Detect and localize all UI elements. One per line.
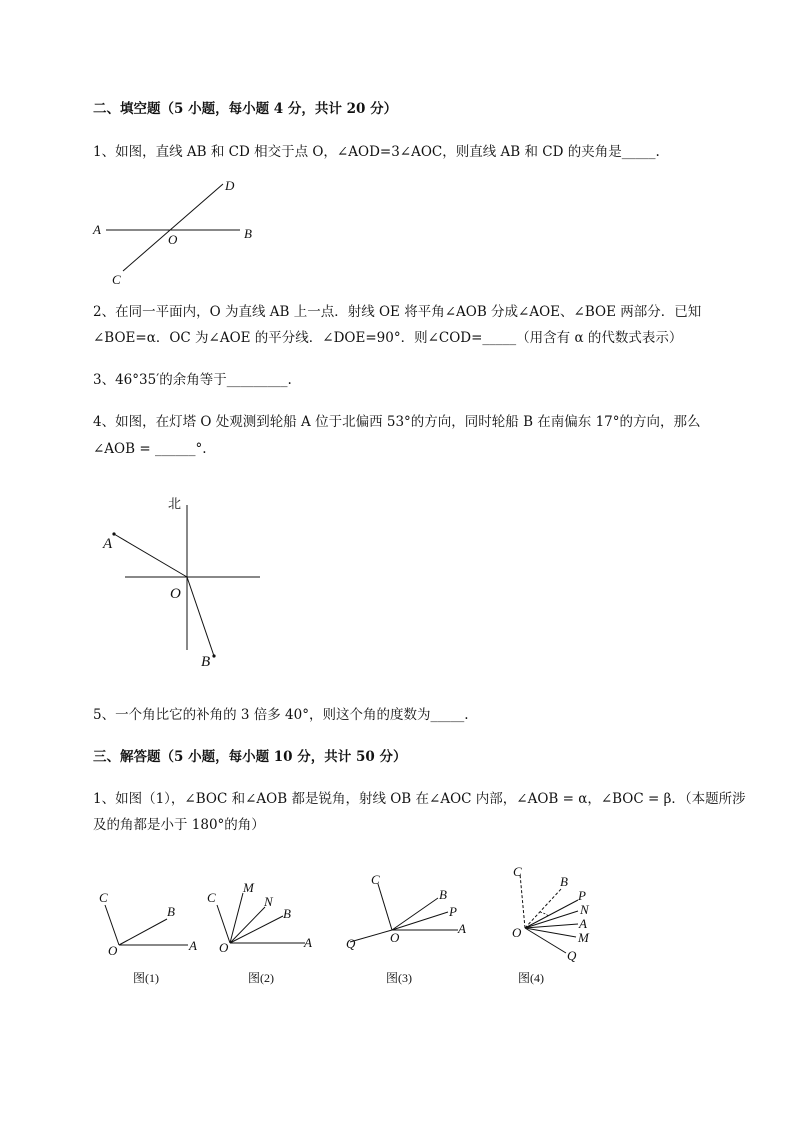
label-b: B (167, 904, 175, 919)
label-o: O (390, 930, 400, 945)
label-a: A (189, 938, 197, 953)
label-c: C (207, 890, 216, 905)
ray-oa (114, 534, 187, 577)
label-m: M (243, 880, 254, 895)
ray-om (230, 893, 243, 943)
question-2-2-line1: 2、在同一平面内，O 为直线 AB 上一点．射线 OE 将平角∠AOB 分成∠AOE、∠BOE 两部分．已知 (93, 304, 702, 320)
label-b: B (244, 226, 252, 241)
label-a: A (458, 921, 466, 936)
label-d: D (225, 178, 235, 193)
point-b (212, 654, 215, 657)
ray-oc (520, 874, 525, 928)
ray-ob (119, 919, 167, 945)
ray-oa (525, 924, 578, 928)
section-3-heading: 三、解答题（5 小题，每小题 10 分，共计 50 分） (93, 749, 407, 765)
ray-oc (217, 905, 230, 943)
question-2-2-line2: ∠BOE=α．OC 为∠AOE 的平分线．∠DOE=90°．则∠COD=_____（用含有 α 的代数式表示） (93, 330, 683, 346)
figure-panel-1 (95, 860, 215, 990)
angle-arc (540, 912, 548, 916)
label-o: O (170, 586, 181, 602)
ray-ob (392, 898, 438, 930)
line-cd (123, 184, 223, 271)
label-b: B (560, 874, 568, 889)
caption-panel-2: 图(2) (248, 971, 274, 985)
label-q: Q (567, 948, 577, 963)
label-c: C (112, 272, 121, 287)
ray-on (230, 907, 265, 943)
question-3-1-line2: 及的角都是小于 180°的角） (93, 817, 265, 833)
figure-intersecting-lines (88, 172, 278, 290)
figure-panel-4 (500, 860, 610, 990)
ray-oc (378, 884, 392, 930)
caption-panel-4: 图(4) (518, 971, 544, 985)
label-n: N (580, 902, 589, 917)
question-2-1: 1、如图，直线 AB 和 CD 相交于点 O，∠AOD=3∠AOC，则直线 AB 和 CD 的夹角是_____. (93, 144, 660, 160)
label-o: O (168, 232, 178, 247)
label-a: A (93, 222, 101, 237)
label-p: P (449, 904, 457, 919)
label-b: B (283, 906, 291, 921)
question-3-1-line1: 1、如图（1），∠BOC 和∠AOB 都是锐角，射线 OB 在∠AOC 内部，∠AOB = α，∠BOC = β．（本题所涉 (93, 791, 746, 807)
question-2-4-line2: ∠AOB = ______°. (93, 441, 207, 457)
ray-ob (230, 916, 283, 943)
ray-op (392, 912, 448, 930)
figure-lighthouse (98, 490, 268, 672)
figure-panel-3 (340, 860, 480, 990)
ray-oq (350, 930, 392, 942)
label-o: O (512, 925, 522, 940)
ray-oc (105, 905, 119, 945)
label-b: B (201, 654, 211, 670)
label-north: 北 (168, 497, 182, 512)
question-2-3: 3、46°35′的余角等于_________. (93, 372, 292, 388)
label-c: C (99, 890, 108, 905)
label-c: C (513, 864, 522, 879)
label-n: N (264, 894, 273, 909)
caption-panel-3: 图(3) (386, 971, 412, 985)
label-q: Q (346, 936, 356, 951)
caption-panel-1: 图(1) (133, 971, 159, 985)
label-a: A (304, 935, 312, 950)
ray-ob (187, 577, 214, 656)
label-m: M (578, 930, 589, 945)
section-2-heading: 二、填空题（5 小题，每小题 4 分，共计 20 分） (93, 101, 398, 117)
label-o: O (108, 943, 118, 958)
label-a: A (103, 536, 113, 552)
label-b: B (439, 887, 447, 902)
label-p: P (578, 888, 586, 903)
label-o: O (219, 940, 229, 955)
question-2-4-line1: 4、如图，在灯塔 O 处观测到轮船 A 位于北偏西 53°的方向，同时轮船 B 在南偏东 17°的方向，那么 (93, 414, 701, 430)
label-a: A (579, 916, 587, 931)
question-2-5: 5、一个角比它的补角的 3 倍多 40°，则这个角的度数为_____. (93, 707, 469, 723)
label-c: C (371, 872, 380, 887)
point-a (112, 532, 115, 535)
figure-panel-2 (205, 860, 325, 990)
